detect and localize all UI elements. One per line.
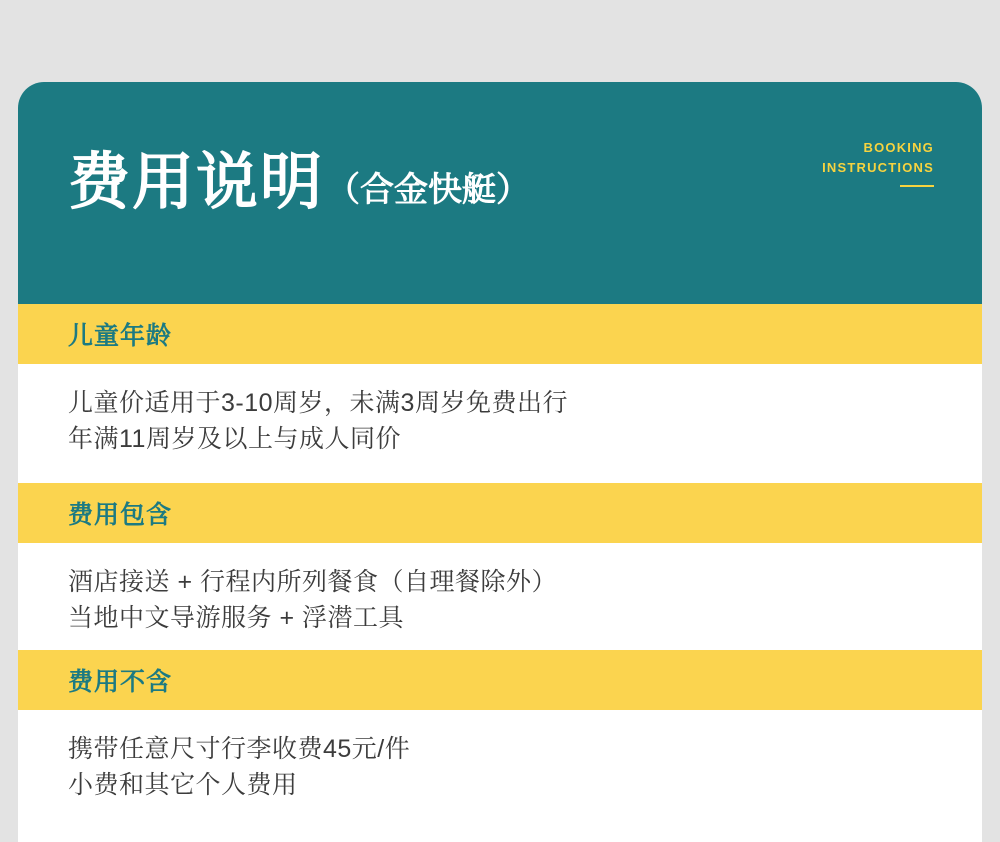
header-rule-divider (900, 185, 934, 187)
section-line: 儿童价适用于3-10周岁，未满3周岁免费出行 (68, 389, 568, 417)
section-title: 费用不含 (68, 668, 173, 696)
section-title: 儿童年龄 (68, 322, 173, 350)
page-title-sub: （合金快艇） (326, 171, 531, 209)
page-title (68, 148, 531, 217)
section-header-fee-included (18, 483, 982, 543)
section-line: 年满11周岁及以上与成人同价 (68, 424, 401, 453)
section-title: 费用包含 (68, 501, 173, 529)
section-body-fee-excluded (18, 710, 982, 823)
section-line: 当地中文导游服务 + 浮潜工具 (68, 603, 404, 632)
section-header-child-age (18, 304, 982, 364)
card-header (18, 82, 982, 304)
section-header-fee-excluded (18, 650, 982, 710)
header-english-label (822, 138, 934, 187)
section-line: 小费和其它个人费用 (68, 770, 298, 799)
header-english-line2: INSTRUCTIONS (822, 159, 934, 175)
header-english-line1: BOOKING (863, 140, 934, 155)
booking-instructions-card (18, 82, 982, 842)
section-line: 酒店接送 + 行程内所列餐食（自理餐除外） (68, 568, 557, 596)
page-title-main: 费用说明 (68, 148, 325, 217)
section-line: 携带任意尺寸行李收费45元/件 (68, 735, 411, 763)
section-body-child-age (18, 364, 982, 483)
section-body-fee-included (18, 543, 982, 650)
